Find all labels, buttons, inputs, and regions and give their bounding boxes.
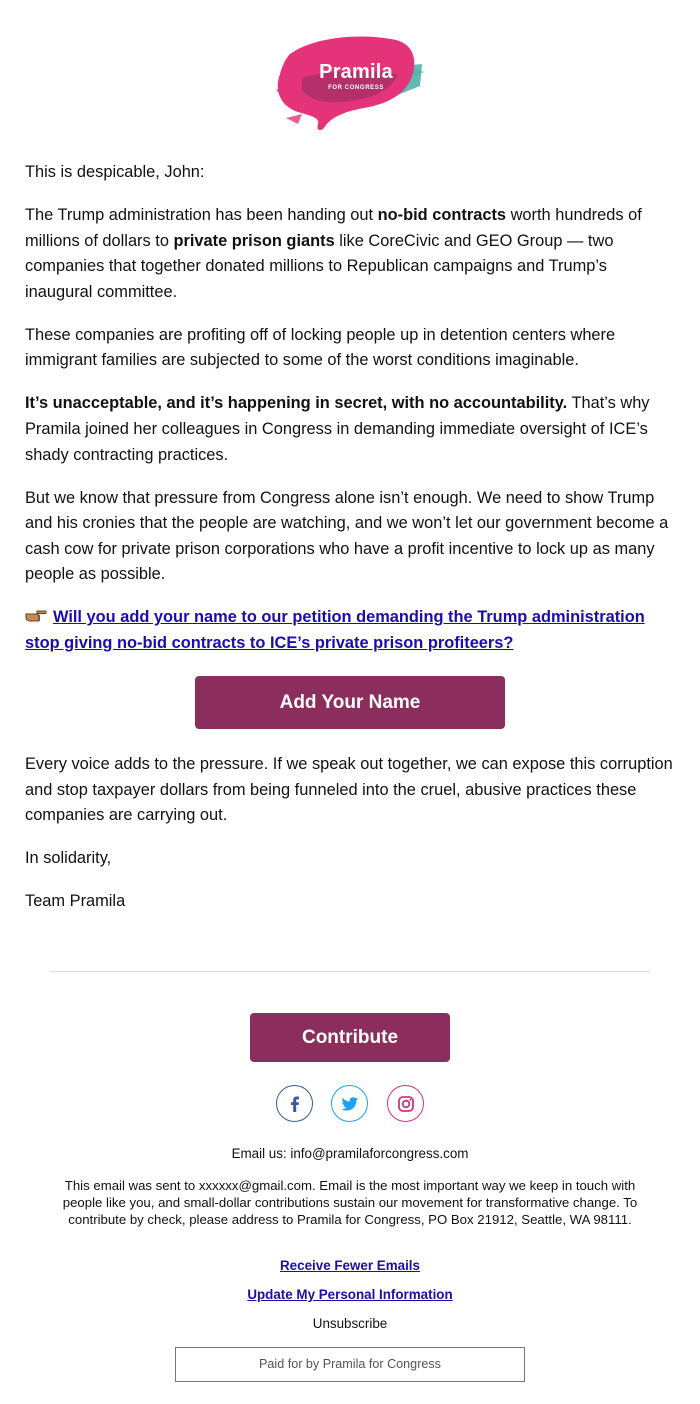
p1-c: worth hundreds of millions of dollars to — [25, 205, 642, 250]
p3-rest: That’s why Pramila joined her colleagues in Congress in demanding immediate oversight of ICE’s shady contracting practices. — [25, 394, 650, 464]
petition-link[interactable]: Will you add your name to our petition demanding the Trump administration stop giving no-bid contracts to ICE’s private prison profiteers? — [25, 608, 645, 652]
facebook-icon[interactable] — [276, 1085, 313, 1122]
paragraph-every-voice: Every voice adds to the pressure. If we speak out together, we can expose this corruption and stop taxpayer dollars from being funneled into the cruel, abusive practices these companies are carrying out. — [25, 755, 673, 825]
backhand-index-pointing-right-icon — [25, 608, 47, 624]
add-your-name-button[interactable]: Add Your Name — [195, 676, 505, 729]
p3-bold: It’s unacceptable, and it’s happening in secret, with no accountability. — [25, 394, 568, 413]
receive-fewer-emails-row — [0, 1258, 700, 1274]
contribute-button[interactable]: Contribute — [250, 1013, 450, 1062]
receive-fewer-emails-link[interactable]: Receive Fewer Emails — [280, 1258, 420, 1273]
email-us-line: Email us: info@pramilaforcongress.com — [231, 1146, 469, 1161]
paragraph-unacceptable — [25, 391, 677, 468]
twitter-glyph-icon — [340, 1094, 360, 1114]
instagram-glyph-icon — [396, 1094, 416, 1114]
p1-bold-no-bid: no-bid contracts — [377, 205, 507, 224]
divider — [50, 971, 650, 972]
update-personal-info-link[interactable]: Update My Personal Information — [247, 1287, 453, 1302]
paragraph-profiting: These companies are profiting off of locking people up in detention centers where immigrant families are subjected to some of the worst conditions imaginable. — [25, 325, 616, 370]
petition-paragraph — [25, 605, 677, 656]
p1-bold-prison-giants: private prison giants — [173, 231, 335, 250]
paid-for-disclaimer: Paid for by Pramila for Congress — [175, 1347, 525, 1382]
logo-name: Pramila — [319, 61, 393, 83]
campaign-logo — [272, 28, 428, 136]
instagram-icon[interactable] — [387, 1085, 424, 1122]
paragraph-pressure: But we know that pressure from Congress alone isn’t enough. We need to show Trump and his cronies that the people are watching, and we won’t let our government become a cash cow for private prison corporations who have a profit incentive to lock up as many people as possible. — [25, 488, 669, 584]
unsubscribe-link[interactable]: Unsubscribe — [312, 1316, 388, 1331]
update-info-row — [0, 1287, 700, 1303]
p1-e: like CoreCivic and GEO Group — two companies that together donated millions to Republican campaigns and Trump’s inaugural committee. — [25, 231, 614, 301]
greeting: This is despicable, John: — [25, 163, 205, 181]
paragraph-contracts — [25, 203, 677, 305]
footer-disclaimer: This email was sent to xxxxxx@gmail.com. Email is the most important way we keep in touch with people like you, and small-dollar contributions sustain our movement for transformative change. To contribute by check, please address to Pramila for Congress, PO Box 21912, Seattle, WA 98111. — [62, 1178, 638, 1227]
signoff: In solidarity, — [25, 849, 112, 868]
twitter-icon[interactable] — [331, 1085, 368, 1122]
logo-subtitle: FOR CONGRESS — [328, 85, 384, 91]
email-body-closing — [25, 752, 677, 932]
facebook-glyph-icon — [285, 1094, 305, 1114]
p1-a: The Trump administration has been handing out — [25, 205, 378, 224]
signature: Team Pramila — [25, 892, 126, 911]
email-body — [25, 160, 677, 674]
